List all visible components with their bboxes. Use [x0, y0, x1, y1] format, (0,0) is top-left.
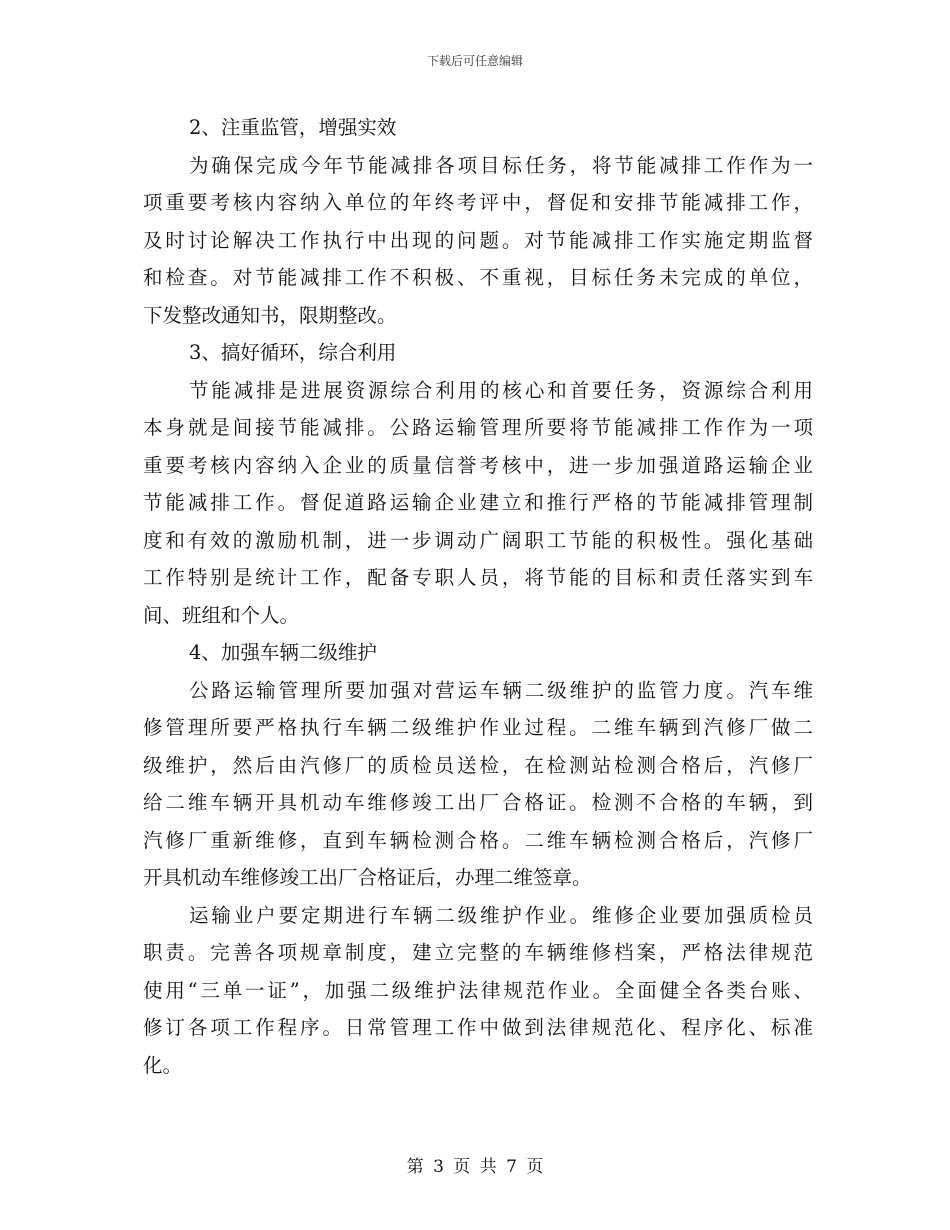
body-line: 修管理所要严格执行车辆二级维护作业过程。二维车辆到汽修厂做二 — [143, 716, 813, 739]
body-line: 开具机动车维修竣工出厂合格证后，办理二维签章。 — [143, 866, 592, 889]
body-line: 及时讨论解决工作执行中出现的问题。对节能减排工作实施定期监督 — [143, 228, 813, 252]
body-line: 运输业户要定期进行车辆二级维护作业。维修企业要加强质检员 — [189, 903, 813, 927]
body-line: 修订各项工作程序。日常管理工作中做到法律规范化、程序化、标准 — [143, 1016, 813, 1039]
body-line: 使用“三单一证”，加强二级维护法律规范作业。全面健全各类台账、 — [143, 978, 813, 1002]
body-line: 项重要考核内容纳入单位的年终考评中，督促和安排节能减排工作， — [143, 191, 813, 214]
body-line: 2、注重监管，增强实效 — [189, 116, 397, 139]
body-line: 公路运输管理所要加强对营运车辆二级维护的监管力度。汽车维 — [189, 678, 813, 702]
body-line: 给二维车辆开具机动车维修竣工出厂合格证。检测不合格的车辆，到 — [143, 791, 813, 814]
body-line: 节能减排是进展资源综合利用的核心和首要任务，资源综合利用 — [189, 378, 813, 402]
body-line: 职责。完善各项规章制度，建立完整的车辆维修档案，严格法律规范 — [143, 941, 813, 964]
body-line: 工作特别是统计工作，配备专职人员，将节能的目标和责任落实到车 — [143, 566, 813, 589]
body-line: 和检查。对节能减排工作不积极、不重视，目标任务未完成的单位， — [143, 266, 813, 289]
page-footer: 第 3 页 共 7 页 — [406, 1157, 544, 1177]
body-line: 4、加强车辆二级维护 — [189, 641, 377, 664]
body-line: 间、班组和个人。 — [143, 603, 300, 627]
body-line: 度和有效的激励机制，进一步调动广阔职工节能的积极性。强化基础 — [143, 528, 813, 552]
body-line: 本身就是间接节能减排。公路运输管理所要将节能减排工作作为一项 — [143, 416, 813, 439]
body-line: 3、搞好循环，综合利用 — [189, 341, 397, 364]
body-line: 汽修厂重新维修，直到车辆检测合格。二维车辆检测合格后，汽修厂 — [143, 828, 813, 852]
body-line: 重要考核内容纳入企业的质量信誉考核中，进一步加强道路运输企业 — [143, 453, 813, 477]
body-line: 化。 — [143, 1053, 183, 1077]
body-line: 级维护，然后由汽修厂的质检员送检，在检测站检测合格后，汽修厂 — [143, 753, 813, 777]
page-header: 下载后可任意编辑 — [426, 54, 523, 68]
document-body — [143, 109, 813, 1084]
body-line: 节能减排工作。督促道路运输企业建立和推行严格的节能减排管理制 — [143, 491, 813, 514]
body-line: 下发整改通知书，限期整改。 — [143, 303, 397, 327]
body-line: 为确保完成今年节能减排各项目标任务，将节能减排工作作为一 — [189, 153, 813, 177]
